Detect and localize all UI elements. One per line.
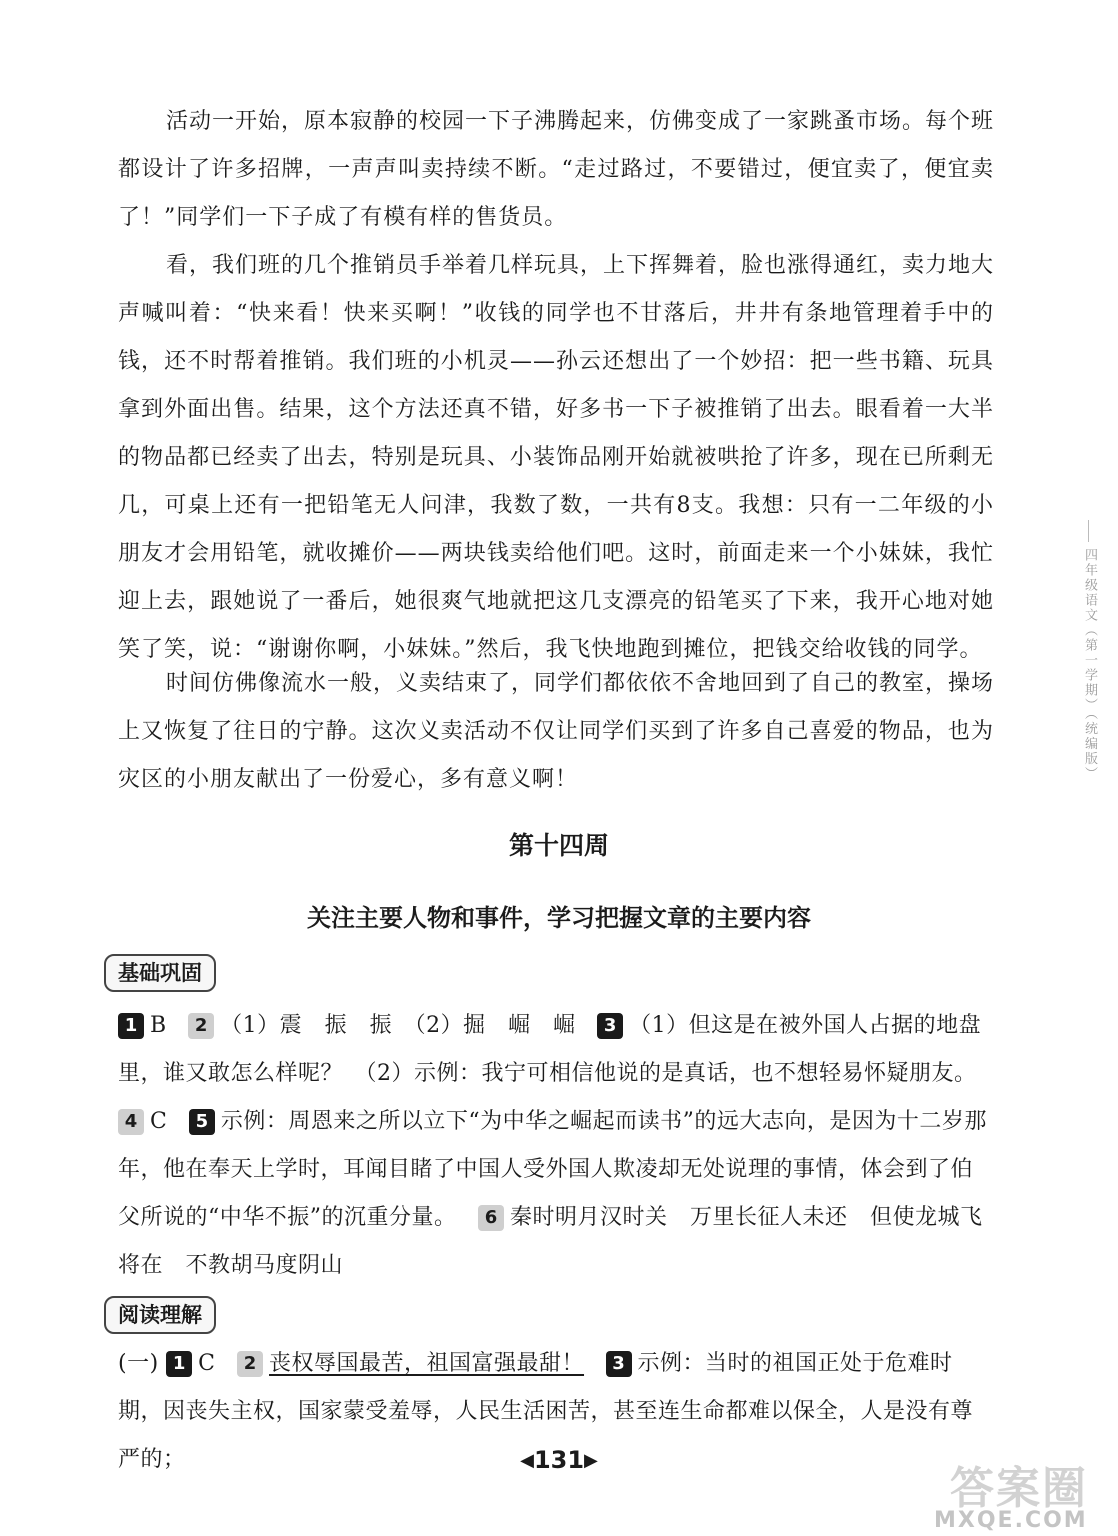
question-number-3: 3 (597, 1013, 623, 1039)
basic-consolidation-tag: 基础巩固 (104, 954, 216, 992)
essay-paragraph-3: 时间仿佛像流水一般，义卖结束了，同学们都依依不舍地回到了自己的教室，操场上又恢复了往日的宁静。这次义卖活动不仅让同学们买到了许多自己喜爱的物品，也为灾区的小朋友献出了一份爱心，多有意义啊！ (118, 671, 995, 792)
answer-2: （1）震 振 振 （2）掘 崛 崛 (220, 1013, 576, 1038)
question-number-2: 2 (188, 1013, 214, 1039)
reading-part-label: (一) (118, 1351, 159, 1376)
question-number-6: 6 (478, 1205, 504, 1231)
side-divider (1088, 520, 1089, 542)
question-number-1: 1 (118, 1013, 144, 1039)
essay-paragraph-2: 看，我们班的几个推销员手举着几样玩具，上下挥舞着，脸也涨得通红，卖力地大声喊叫着：“快来看！快来买啊！”收钱的同学也不甘落后，井井有条地管理着手中的钱，还不时帮着推销。我们班的小机灵——孙云还想出了一个妙招：把一些书籍、玩具拿到外面出售。结果，这个方法还真不错，好多书一下子被推销了出去。眼看着一大半的物品都已经卖了出去，特别是玩具、小装饰品刚开始就被哄抢了许多，现在已所剩无几，可桌上还有一把铅笔无人问津，我数了数，一共有8支。我想：只有一二年级的小朋友才会用铅笔，就收摊价——两块钱卖给他们吧。这时，前面走来一个小妹妹，我忙迎上去，跟她说了一番后，她很爽气地就把这几支漂亮的铅笔买了下来，我开心地对她笑了笑，说：“谢谢你啊，小妹妹。”然后，我飞快地跑到摊位，把钱交给收钱的同学。 (118, 253, 995, 662)
watermark-url: MXQE.COM (934, 1508, 1088, 1533)
basic-answers (118, 1002, 994, 1290)
answer-6: 秦时明月汉时关 万里长征人未还 但使龙城飞将在 不教胡马度阴山 (118, 1205, 983, 1278)
reading-comprehension-tag: 阅读理解 (104, 1296, 216, 1334)
reading-question-number-1: 1 (166, 1351, 192, 1377)
side-running-title: 四年级语文（第一学期）（统编版） (1082, 548, 1097, 782)
question-number-5: 5 (189, 1109, 215, 1135)
reading-answer-3: 示例：当时的祖国正处于危难时期，因丧失主权，国家蒙受羞辱，人民生活困苦，甚至连生命都难以保全，人是没有尊严的； (118, 1351, 974, 1472)
section-title: 关注主要人物和事件，学习把握文章的主要内容 (307, 904, 811, 932)
watermark-logo: 答案圈 (950, 1463, 1088, 1514)
essay-paragraph-1: 活动一开始，原本寂静的校园一下子沸腾起来，仿佛变成了一家跳蚤市场。每个班都设计了许多招牌，一声声叫卖持续不断。“走过路过，不要错过，便宜卖了，便宜卖了！”同学们一下子成了有模有样的售货员。 (118, 109, 995, 230)
answer-4: C (150, 1109, 168, 1134)
right-arrow-icon: ▶ (584, 1450, 598, 1471)
week-title: 第十四周 (508, 831, 609, 860)
question-number-4: 4 (118, 1109, 144, 1135)
page-number-value: 131 (533, 1446, 585, 1474)
reading-question-number-3: 3 (606, 1351, 632, 1377)
answer-1: B (150, 1013, 167, 1038)
answer-3: （1）但这是在被外国人占据的地盘里，谁又敢怎么样呢？ （2）示例：我宁可相信他说的是真话，也不想轻易怀疑朋友。 (118, 1013, 982, 1086)
left-arrow-icon: ◀ (520, 1450, 534, 1471)
reading-answer-2: 丧权辱国最苦，祖国富强最甜！ (269, 1351, 585, 1376)
reading-question-number-2: 2 (237, 1351, 263, 1377)
watermark (922, 1448, 1118, 1536)
reading-answer-1: C (198, 1351, 216, 1376)
answer-5: 示例：周恩来之所以立下“为中华之崛起而读书”的远大志向，是因为十二岁那年，他在奉天上学时，耳闻目睹了中国人受外国人欺凌却无处说理的事情，体会到了伯父所说的“中华不振”的沉重分量。 (118, 1109, 987, 1230)
